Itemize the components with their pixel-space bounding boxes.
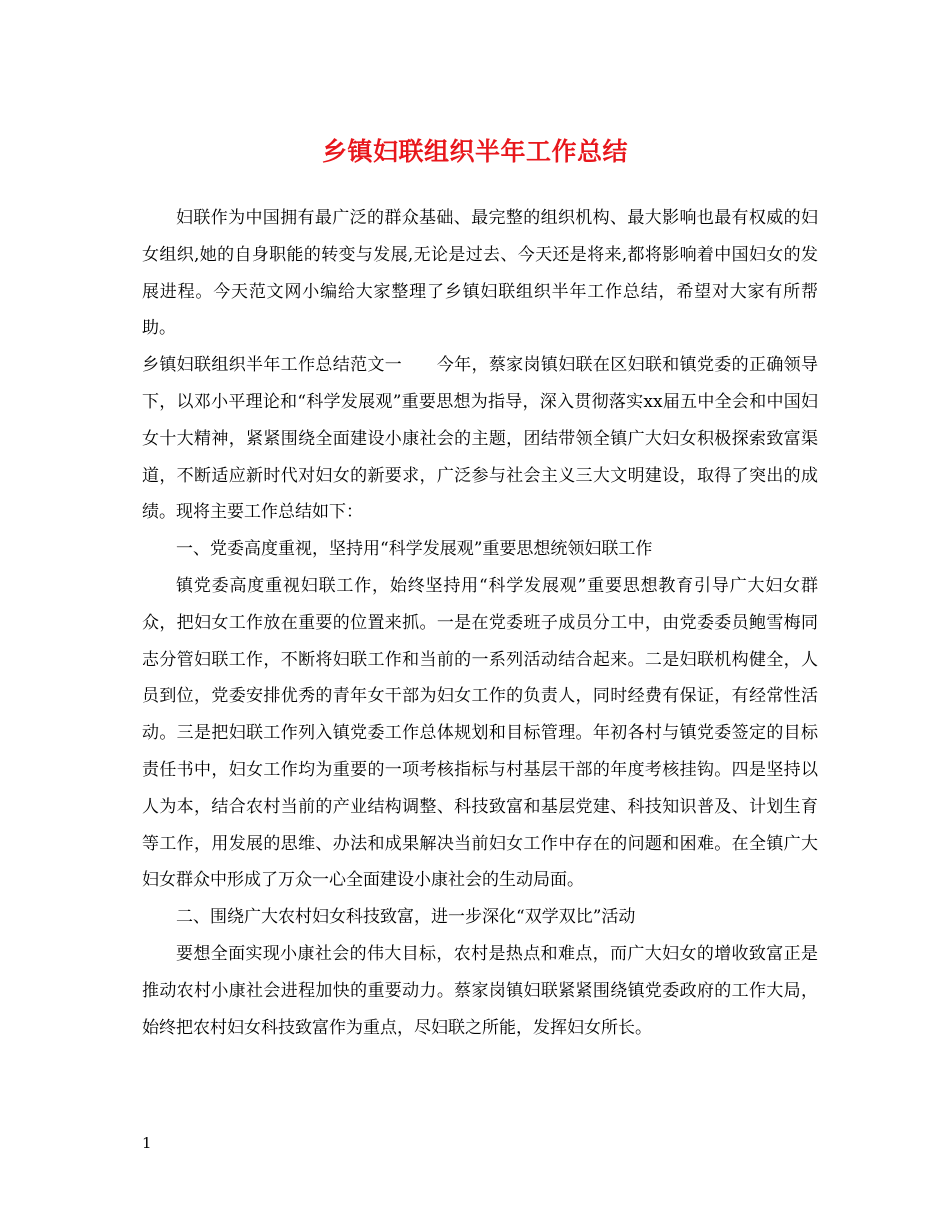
- document-body: [142, 200, 818, 1046]
- paragraph-sample-one: 乡镇妇联组织半年工作总结范文一 今年，蔡家岗镇妇联在区妇联和镇党委的正确领导下，以邓小平理论和“科学发展观”重要思想为指导，深入贯彻落实xx届五中全会和中国妇女十大精神，紧紧围绕全面建设小康社会的主题，团结带领全镇广大妇女积极探索致富渠道，不断适应新时代对妇女的新要求，广泛参与社会主义三大文明建设，取得了突出的成绩。现将主要工作总结如下：: [142, 355, 818, 523]
- paragraph-section-2: 要想全面实现小康社会的伟大目标，农村是热点和难点，而广大妇女的增收致富正是推动农村小康社会进程加快的重要动力。蔡家岗镇妇联紧紧围绕镇党委政府的工作大局，始终把农村妇女科技致富作为重点，尽妇联之所能，发挥妇女所长。: [142, 943, 818, 1038]
- page-number: 1: [142, 1134, 152, 1152]
- paragraph-intro: 妇联作为中国拥有最广泛的群众基础、最完整的组织机构、最大影响也最有权威的妇女组织,她的自身职能的转变与发展,无论是过去、今天还是将来,都将影响着中国妇女的发展进程。今天范文网小编给大家整理了乡镇妇联组织半年工作总结，希望对大家有所帮助。: [142, 208, 818, 339]
- section-heading-2: 二、围绕广大农村妇女科技致富，进一步深化“双学双比”活动: [176, 907, 636, 928]
- paragraph-section-1: 镇党委高度重视妇联工作，始终坚持用“科学发展观”重要思想教育引导广大妇女群众，把妇女工作放在重要的位置来抓。一是在党委班子成员分工中，由党委委员鲍雪梅同志分管妇联工作，不断将妇联工作和当前的一系列活动结合起来。二是妇联机构健全，人员到位，党委安排优秀的青年女干部为妇女工作的负责人，同时经费有保证，有经常性活动。三是把妇联工作列入镇党委工作总体规划和目标管理。年初各村与镇党委签定的目标责任书中，妇女工作均为重要的一项考核指标与村基层干部的年度考核挂钩。四是坚持以人为本，结合农村当前的产业结构调整、科技致富和基层党建、科技知识普及、计划生育等工作，用发展的思维、办法和成果解决当前妇女工作中存在的问题和困难。在全镇广大妇女群众中形成了万众一心全面建设小康社会的生动局面。: [142, 575, 818, 891]
- section-heading-1: 一、党委高度重视，坚持用“科学发展观”重要思想统领妇联工作: [176, 539, 653, 560]
- document-title: 乡镇妇联组织半年工作总结: [321, 137, 628, 166]
